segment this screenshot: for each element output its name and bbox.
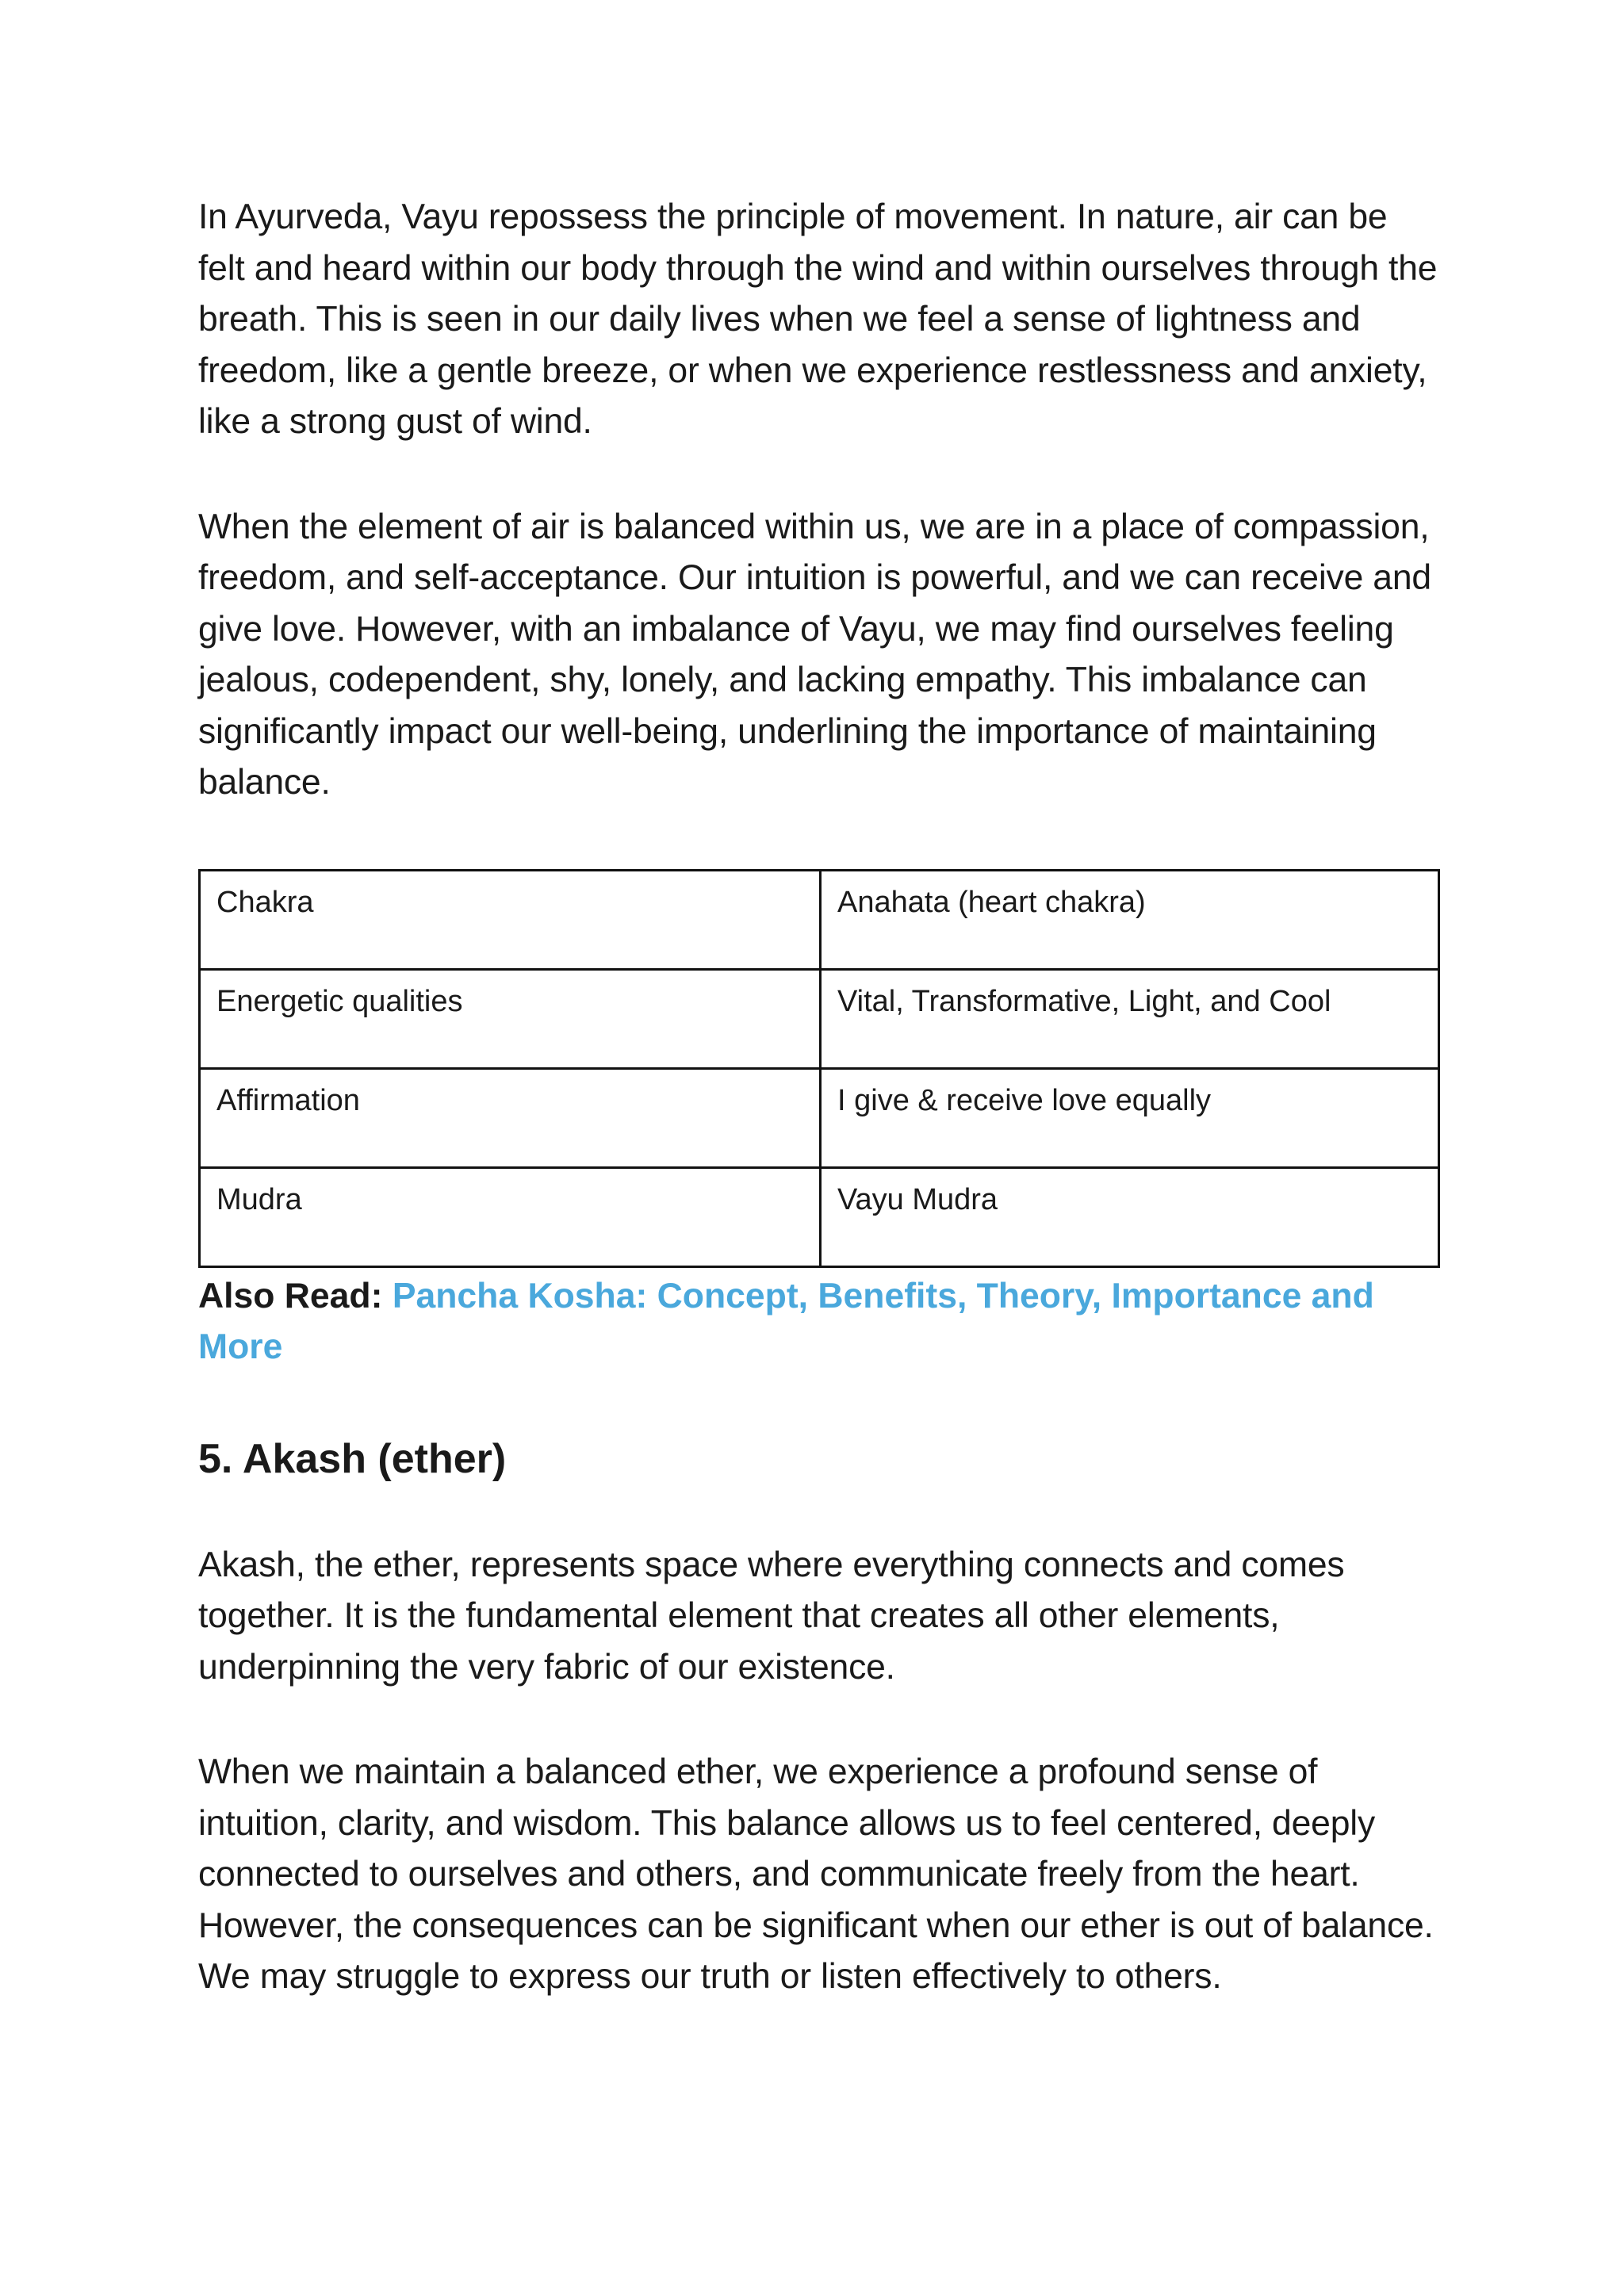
also-read — [198, 1271, 1443, 1373]
table-cell-value: Anahata (heart chakra) — [821, 870, 1439, 969]
paragraph-akash-intro: Akash, the ether, represents space where everything connects and comes together. It is the fundamental element that creates all other elements, underpinning the very fabric of our existence. — [198, 1545, 1345, 1687]
table-cell-label: Chakra — [200, 870, 821, 969]
table-cell-label: Affirmation — [200, 1068, 821, 1167]
element-info-table — [198, 869, 1440, 1268]
table-row — [200, 1068, 1439, 1167]
paragraph-vayu-balance: When the element of air is balanced within us, we are in a place of compassion, freedom, and self-acceptance. Our intuition is powerful, and we can receive and give love. However, with an imbalance of Vayu, we may find ourselves feeling jealous, codependent, shy, lonely, and lacking empathy. This imbalance can significantly impact our well-being, underlining the importance of maintaining balance. — [198, 507, 1431, 802]
paragraph-akash-balance: When we maintain a balanced ether, we experience a profound sense of intuition, clarity, and wisdom. This balance allows us to feel centered, deeply connected to ourselves and others, and communicate freely from the heart. However, the consequences can be significant when our ether is out of balance. We may struggle to express our truth or listen effectively to others. — [198, 1752, 1434, 1996]
also-read-label: Also Read: — [198, 1276, 383, 1316]
table-row — [200, 870, 1439, 969]
also-read-link[interactable]: Pancha Kosha: Concept, Benefits, Theory, Importance and More — [198, 1276, 1374, 1366]
table-row — [200, 969, 1439, 1068]
table-cell-value: Vayu Mudra — [821, 1167, 1439, 1266]
document-content — [198, 192, 1443, 2057]
table-row — [200, 1167, 1439, 1266]
table-cell-value: Vital, Transformative, Light, and Cool — [821, 969, 1439, 1068]
table-cell-value: I give & receive love equally — [821, 1068, 1439, 1167]
paragraph-vayu-movement: In Ayurveda, Vayu repossess the principle of movement. In nature, air can be felt and heard within our body through the wind and within ourselves through the breath. This is seen in our daily lives when we feel a sense of lightness and freedom, like a gentle breeze, or when we experience restlessness and anxiety, like a strong gust of wind. — [198, 197, 1438, 441]
table-cell-label: Mudra — [200, 1167, 821, 1266]
section-heading: 5. Akash (ether) — [198, 1435, 507, 1482]
table-cell-label: Energetic qualities — [200, 969, 821, 1068]
